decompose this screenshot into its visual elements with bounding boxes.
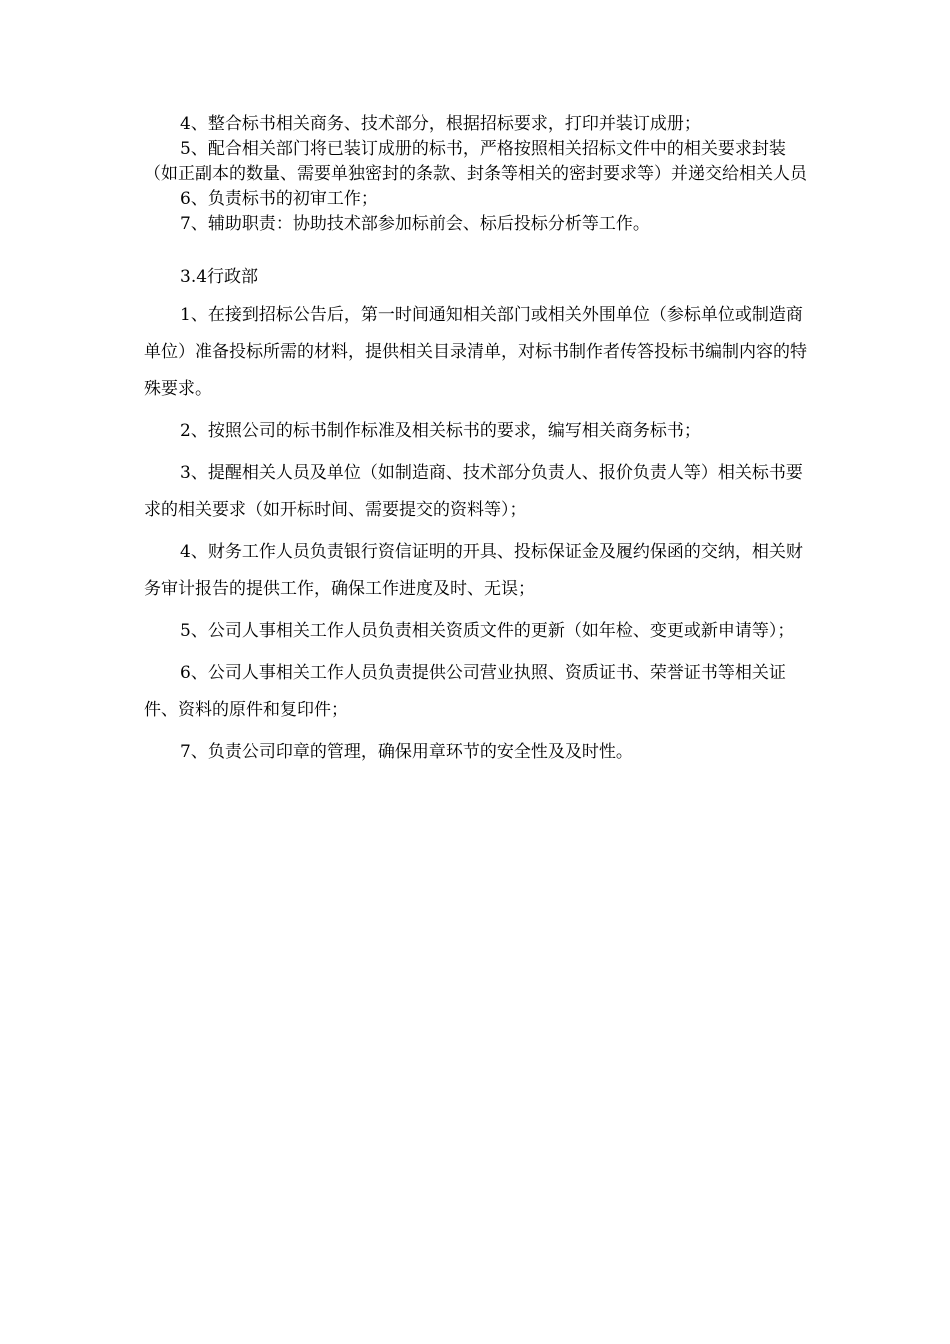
list-item: 4、整合标书相关商务、技术部分，根据招标要求，打印并装订成册； [180, 114, 701, 134]
section-heading: 3.4行政部 [180, 267, 259, 287]
list-item: 2、按照公司的标书制作标准及相关标书的要求，编写相关商务标书； [180, 421, 701, 441]
list-item: 5、公司人事相关工作人员负责相关资质文件的更新（如年检、变更或新申请等）； [180, 621, 795, 641]
document-body [144, 112, 812, 771]
list-item: 1、在接到招标公告后，第一时间通知相关部门或相关外围单位（参标单位或制造商单位）准备投标所需的材料，提供相关目录清单，对标书制作者传答投标书编制内容的特殊要求。 [144, 305, 807, 399]
list-item: 6、公司人事相关工作人员负责提供公司营业执照、资质证书、荣誉证书等相关证件、资料的原件和复印件； [144, 663, 786, 720]
list-item: 6、负责标书的初审工作； [180, 189, 378, 209]
list-item: 4、财务工作人员负责银行资信证明的开具、投标保证金及履约保函的交纳，相关财务审计报告的提供工作，确保工作进度及时、无误； [144, 542, 803, 599]
list-item: 7、负责公司印章的管理，确保用章环节的安全性及及时性。 [180, 742, 633, 762]
list-item: 5、配合相关部门将已装订成册的标书，严格按照相关招标文件中的相关要求封装（如正副本的数量、需要单独密封的条款、封条等相关的密封要求等）并递交给相关人员 [144, 139, 807, 184]
admin-department-list [144, 297, 812, 771]
responsibility-list-continued [144, 112, 812, 237]
list-item: 3、提醒相关人员及单位（如制造商、技术部分负责人、报价负责人等）相关标书要求的相关要求（如开标时间、需要提交的资料等）； [144, 463, 803, 520]
list-item: 7、辅助职责：协助技术部参加标前会、标后投标分析等工作。 [180, 214, 650, 234]
